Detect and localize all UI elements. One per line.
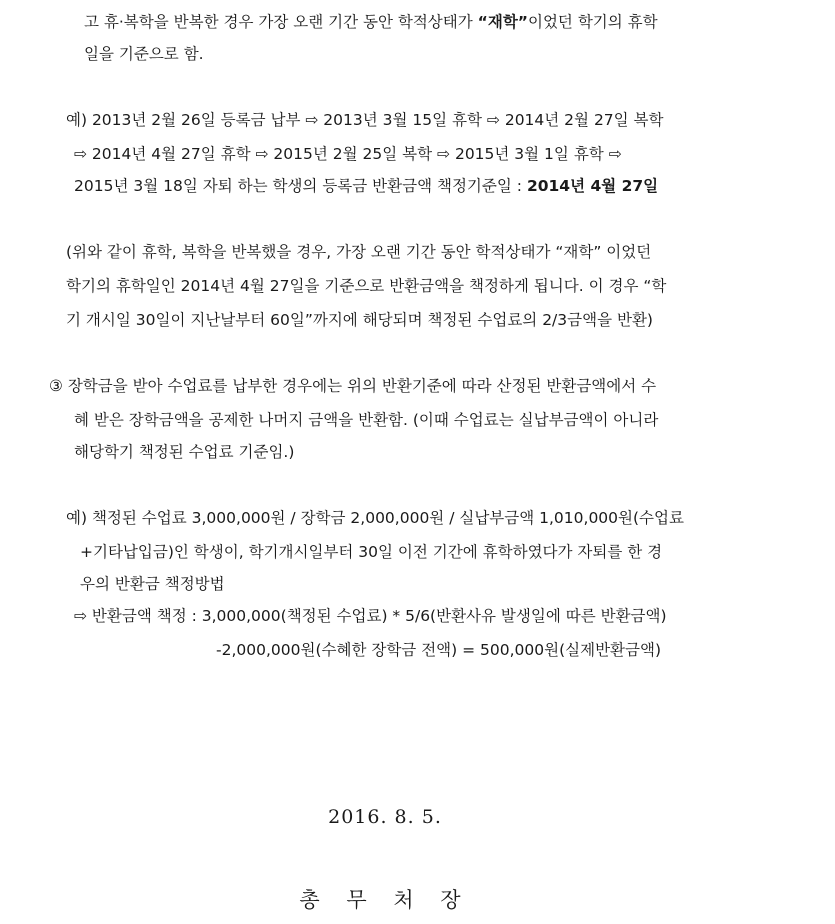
example-line: 예) 2013년 2월 26일 등록금 납부 ⇨ 2013년 3월 15일 휴학 ⇨ 2014년 2월 27일 복학 [66, 111, 664, 129]
example-line: ⇨ 2014년 4월 27일 휴학 ⇨ 2015년 2월 25일 복학 ⇨ 2015년 3월 1일 휴학 ⇨ [74, 145, 622, 163]
example-line: 예) 책정된 수업료 3,000,000원 / 장학금 2,000,000원 / 실납부금액 1,010,000원(수업료 [66, 509, 684, 527]
calculation-line: ⇨ 반환금액 책정 : 3,000,000(책정된 수업료) * 5/6(반환사유 발생일에 따른 반환금액) [74, 607, 667, 625]
note-line: 학기의 휴학일인 2014년 4월 27일을 기준으로 반환금액을 책정하게 됩니다. 이 경우 “학 [66, 277, 667, 295]
text-segment: 이었던 학기의 휴학 [527, 13, 658, 31]
paragraph-line: 일을 기준으로 함. [84, 45, 204, 63]
bold-text: “재학” [477, 13, 528, 31]
example-line: 우의 반환금 책정방법 [80, 575, 225, 593]
example-line [74, 176, 658, 196]
item-line: ③ 장학금을 받아 수업료를 납부한 경우에는 위의 반환기준에 따라 산정된 반환금액에서 수 [49, 377, 657, 395]
note-line: (위와 같이 휴학, 복학을 반복했을 경우, 가장 오랜 기간 동안 학적상태가 “재학” 이었던 [66, 243, 652, 261]
paragraph-line [84, 12, 658, 32]
note-line: 기 개시일 30일이 지난날부터 60일”까지에 해당되며 책정된 수업료의 2/3금액을 반환) [66, 311, 653, 329]
text-segment: 2015년 3월 18일 자퇴 하는 학생의 등록금 반환금액 책정기준일 : [74, 177, 527, 195]
calculation-line: -2,000,000원(수혜한 장학금 전액) = 500,000원(실제반환금액) [216, 641, 662, 659]
signature-title: 총 무 처 장 [299, 888, 471, 912]
text-segment: 고 휴·복학을 반복한 경우 가장 오랜 기간 동안 학적상태가 [84, 13, 478, 31]
bold-date: 2014년 4월 27일 [526, 177, 659, 195]
item-line: 혜 받은 장학금액을 공제한 나머지 금액을 반환함. (이때 수업료는 실납부금액이 아니라 [74, 411, 659, 429]
example-line: +기타납입금)인 학생이, 학기개시일부터 30일 이전 기간에 휴학하였다가 자퇴를 한 경 [80, 543, 663, 561]
document-date: 2016. 8. 5. [328, 806, 442, 828]
item-line: 해당학기 책정된 수업료 기준임.) [74, 443, 295, 461]
